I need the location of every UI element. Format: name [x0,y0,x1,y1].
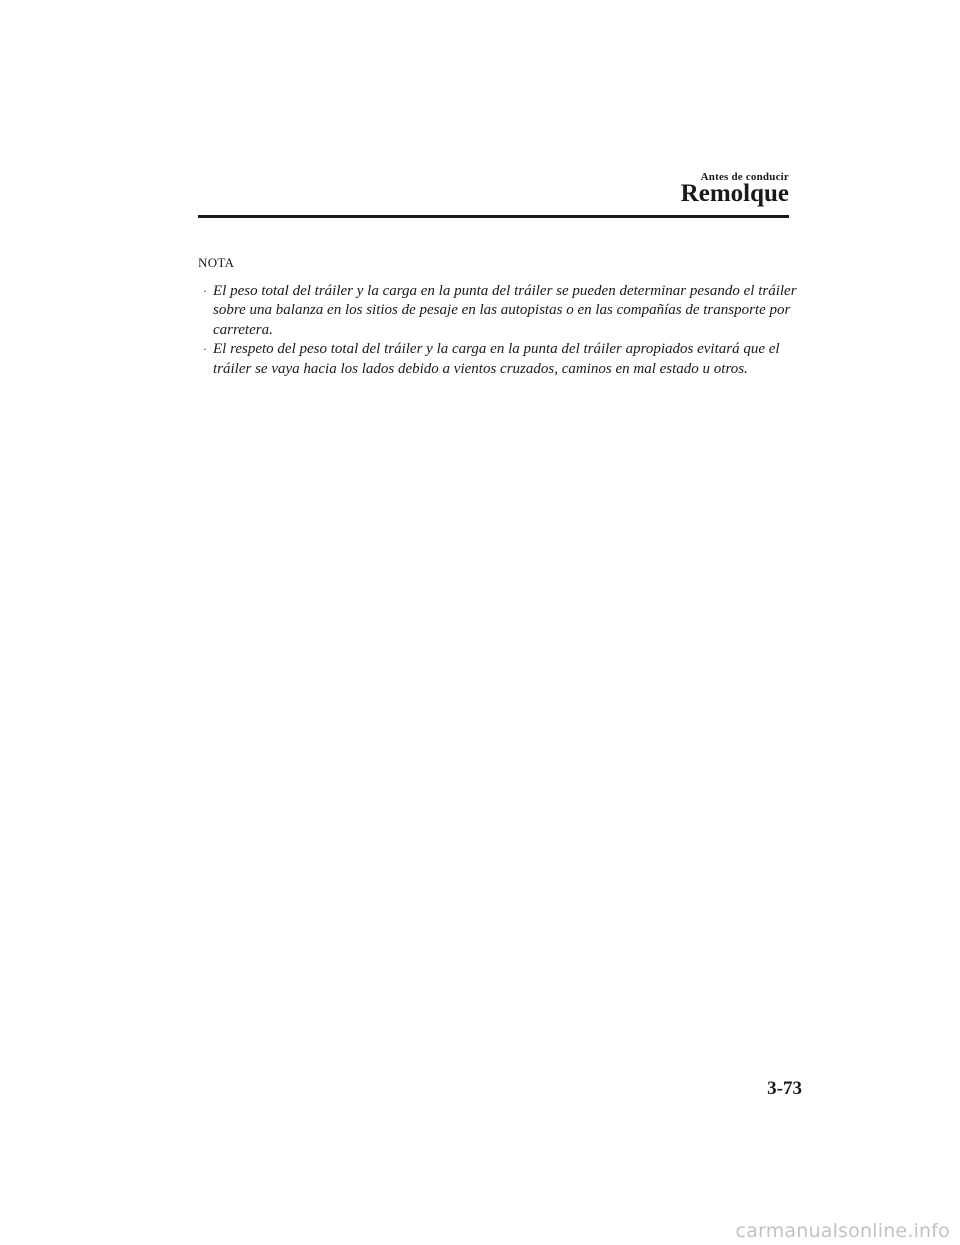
list-item [198,282,798,341]
watermark: carmanualsonline.info [735,1220,950,1242]
page-number: 3-73 [767,1078,802,1099]
note-box [198,253,798,379]
header-divider [198,215,789,218]
section-heading: Antes de conducir [700,171,789,183]
bullet-icon: · [203,283,207,298]
bullet-icon: · [203,342,207,356]
note-list [198,282,798,380]
page-title: Remolque [680,180,789,207]
note-label: NOTA [198,255,235,270]
list-item-text: El peso total del tráiler y la carga en la punta del tráiler se pueden determinar pesando el tráiler sobre una balanza en los sitios de pesaje en las autopistas o en las compañías de transporte por carretera. [213,282,797,338]
list-item-text: El respeto del peso total del tráiler y la carga en la punta del tráiler apropiados evitará que el tráiler se vaya hacia los lados debido a vientos cruzados, caminos en mal estado u otros. [213,341,780,377]
list-item [198,340,798,379]
